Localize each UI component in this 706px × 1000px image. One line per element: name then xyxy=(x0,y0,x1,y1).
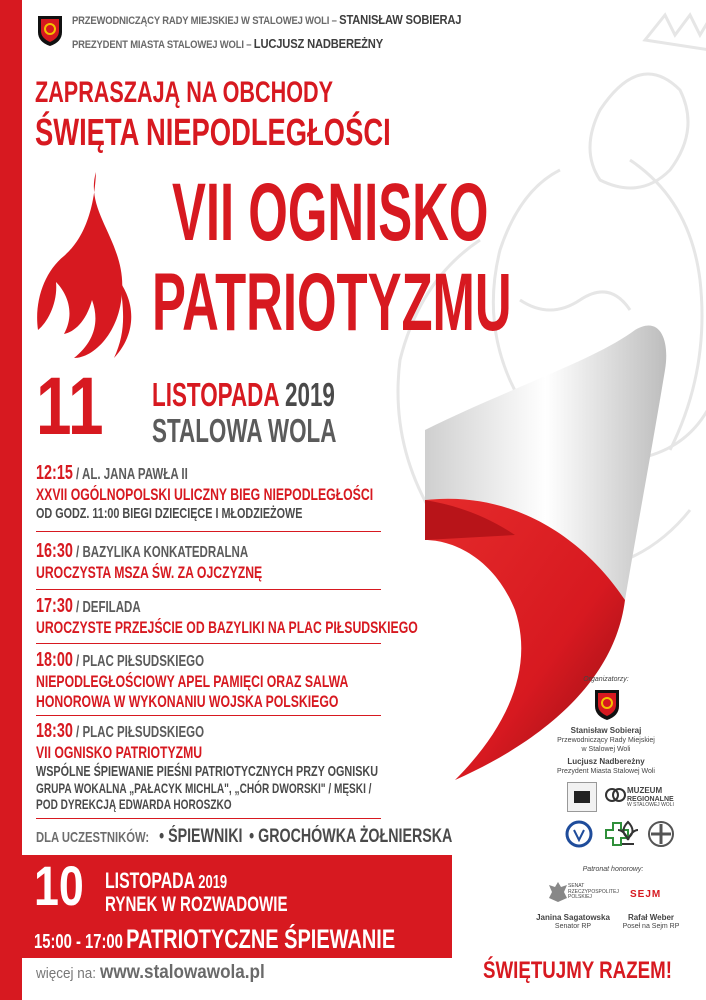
museum-logo-icon xyxy=(604,785,626,805)
event-divider xyxy=(36,715,381,716)
event-place: / AL. JANA PAWŁA II xyxy=(76,466,188,483)
header-line-2 xyxy=(72,36,383,51)
event-place: / PLAC PIŁSUDSKIEGO xyxy=(76,653,205,670)
event-title: VII OGNISKO PATRIOTYZMU xyxy=(36,743,203,762)
museum-name-1: MUZEUM xyxy=(627,786,663,795)
city-crest-icon xyxy=(593,688,621,722)
museum-name-2: REGIONALNE xyxy=(627,795,674,803)
title-line-2: PATRIOTYZMU xyxy=(152,257,512,348)
senate-name xyxy=(568,884,619,901)
second-event-program xyxy=(34,924,395,955)
participants-label: DLA UCZESTNIKÓW: xyxy=(36,829,150,846)
senate-name-1: SENAT xyxy=(568,883,585,889)
second-event-place: RYNEK W ROZWADOWIE xyxy=(105,893,288,916)
event-small-2: POD DYREKCJĄ EDWARDA HOROSZKO xyxy=(36,795,232,812)
event-2 xyxy=(36,540,262,583)
event-title: UROCZYSTE PRZEJŚCIE OD BAZYLIKI NA PLAC PIŁSUDSKIEGO xyxy=(36,618,418,637)
event-4 xyxy=(36,649,348,711)
event-title-2: HONOROWA W WYKONANIU WOJSKA POLSKIEGO xyxy=(36,691,339,711)
event-time: 18:30 xyxy=(36,720,73,742)
invite-line-2: ŚWIĘTA NIEPODLEGŁOŚCI xyxy=(35,112,391,154)
association-logo-icon xyxy=(565,820,593,848)
header-name-2: LUCJUSZ NADBEREŻNY xyxy=(253,36,383,51)
patron-2-role: Poseł na Sejm RP xyxy=(622,922,680,930)
participants-item-1: • ŚPIEWNIKI xyxy=(159,826,243,847)
date-month: LISTOPADA xyxy=(152,376,279,413)
date-day: 11 xyxy=(36,361,104,452)
flag-ribbon xyxy=(395,310,706,780)
event-3 xyxy=(36,595,418,638)
footer-url[interactable]: www.stalowawola.pl xyxy=(100,962,265,983)
participants-item-2: • GROCHÓWKA ŻOŁNIERSKA xyxy=(249,826,453,847)
second-event-title: PATRIOTYCZNE ŚPIEWANIE xyxy=(126,924,396,954)
event-divider xyxy=(36,818,381,819)
museum-name-3: W STALOWEJ WOLI xyxy=(627,802,674,809)
sejm-logo xyxy=(630,884,660,902)
second-event-year: 2019 xyxy=(198,872,228,892)
organizer-1-role-1: Przewodniczący Rady Miejskiej xyxy=(557,737,655,745)
sejm-label: SEJM xyxy=(630,889,662,900)
scout-cross-logo-icon xyxy=(647,820,675,848)
event-title: NIEPODLEGŁOŚCIOWY APEL PAMIĘCI ORAZ SALWA xyxy=(36,672,349,691)
event-small-1: GRUPA WOKALNA „PAŁACYK MICHLA", „CHÓR DWORSKI" / MĘSKI / xyxy=(36,779,372,796)
senate-name-3: POLSKIEJ xyxy=(568,894,592,900)
event-time: 16:30 xyxy=(36,540,73,562)
event-time: 18:00 xyxy=(36,649,73,671)
event-divider xyxy=(36,531,381,532)
organizer-1 xyxy=(546,726,666,776)
patron-1 xyxy=(533,913,613,931)
event-5 xyxy=(36,720,378,812)
event-place: / BAZYLIKA KONKATEDRALNA xyxy=(76,544,249,561)
senate-eagle-icon xyxy=(548,880,568,904)
mdk-logo-icon xyxy=(567,782,597,812)
organizer-1-name: Stanisław Sobieraj xyxy=(570,726,642,735)
flame-icon xyxy=(34,172,146,360)
left-red-bar xyxy=(0,0,22,1000)
scout-lily-logo-icon xyxy=(614,820,642,848)
event-place: / PLAC PIŁSUDSKIEGO xyxy=(76,724,205,741)
date-year: 2019 xyxy=(284,376,335,413)
museum-name xyxy=(627,787,674,809)
organizer-1-role-2: w Stalowej Woli xyxy=(581,746,631,754)
participants xyxy=(36,826,452,848)
event-divider xyxy=(36,643,381,644)
organizer-2-name: Lucjusz Nadbereżny xyxy=(567,756,645,766)
organizer-2-role: Prezydent Miasta Stalowej Woli xyxy=(557,767,655,775)
event-time: 17:30 xyxy=(36,595,73,617)
title-line-1: VII OGNISKO xyxy=(172,167,489,258)
city-crest-icon xyxy=(36,14,64,48)
date-city: STALOWA WOLA xyxy=(152,412,337,449)
header-label-2: PREZYDENT MIASTA STALOWEJ WOLI – xyxy=(72,39,252,51)
footer-more xyxy=(36,962,265,984)
header-name-1: STANISŁAW SOBIERAJ xyxy=(339,12,462,27)
event-title: XXVII OGÓLNOPOLSKI ULICZNY BIEG NIEPODLEGŁOŚCI xyxy=(36,485,374,504)
patron-1-role: Senator RP xyxy=(554,922,592,930)
event-detail: WSPÓLNE ŚPIEWANIE PIEŚNI PATRIOTYCZNYCH PRZY OGNISKU xyxy=(36,762,379,780)
patron-2-name: Rafał Weber xyxy=(627,913,675,922)
event-title: UROCZYSTA MSZA ŚW. ZA OJCZYZNĘ xyxy=(36,563,263,582)
event-time: 12:15 xyxy=(36,462,73,484)
second-event-month: LISTOPADA xyxy=(105,868,196,893)
footer-more-label: więcej na: xyxy=(36,965,97,982)
second-event-time: 15:00 - 17:00 xyxy=(34,931,123,953)
event-place: / DEFILADA xyxy=(76,599,141,616)
slogan: ŚWIĘTUJMY RAZEM! xyxy=(483,957,672,984)
patron-1-name: Janina Sagatowska xyxy=(536,913,610,922)
event-1 xyxy=(36,462,373,522)
invite-line-1: ZAPRASZAJĄ NA OBCHODY xyxy=(35,76,334,109)
header-label-1: PRZEWODNICZĄCY RADY MIEJSKIEJ W STALOWEJ WOLI – xyxy=(72,15,337,27)
second-event-date xyxy=(105,868,227,894)
second-event-day: 10 xyxy=(34,854,84,917)
organizers-label: Organizatorzy: xyxy=(583,676,629,683)
header-line-1 xyxy=(72,12,461,27)
patron-2 xyxy=(616,913,686,931)
event-divider xyxy=(36,589,381,590)
patronage-label: Patronat honorowy: xyxy=(582,866,644,873)
event-detail: OD GODZ. 11:00 BIEGI DZIECIĘCE I MŁODZIEŻOWE xyxy=(36,504,303,522)
date-month-year xyxy=(152,376,335,414)
senate-name-2: RZECZYPOSPOLITEJ xyxy=(568,888,619,895)
